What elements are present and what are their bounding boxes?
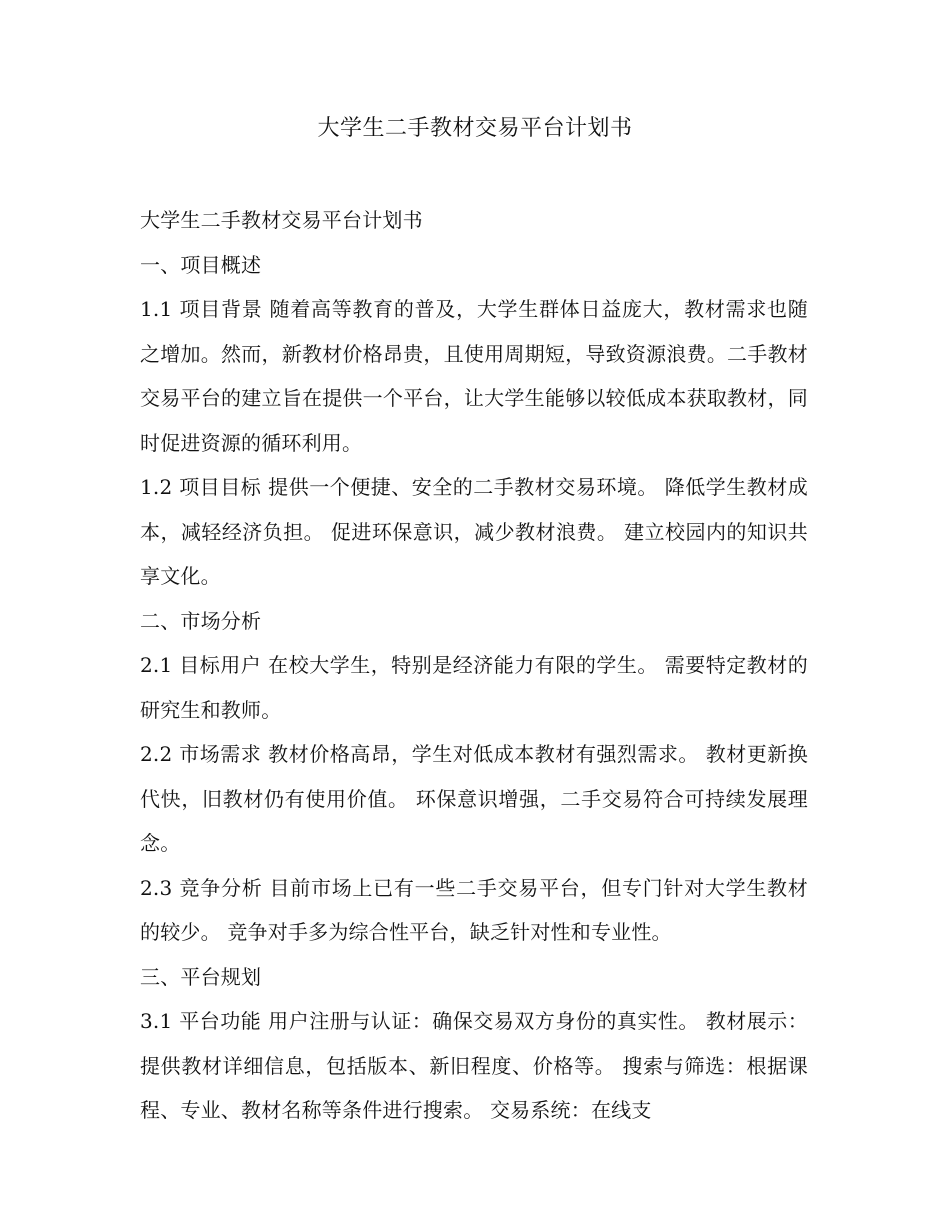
document-body (140, 198, 808, 1133)
section-heading-platform: 三、平台规划 (140, 964, 262, 989)
section-heading-market: 二、市场分析 (140, 608, 262, 633)
paragraph-subtitle: 大学生二手教材交易平台计划书 (140, 208, 423, 232)
paragraph-goals: 1.2 项目目标 提供一个便捷、安全的二手教材交易环境。 降低学生教材成本，减轻经济负担。 促进环保意识，减少教材浪费。 建立校园内的知识共享文化。 (140, 475, 808, 588)
document-title: 大学生二手教材交易平台计划书 (317, 116, 633, 141)
paragraph-competition: 2.3 竞争分析 目前市场上已有一些二手交易平台，但专门针对大学生教材的较少。 竞争对手多为综合性平台，缺乏针对性和专业性。 (140, 875, 808, 944)
section-heading-overview: 一、项目概述 (140, 252, 262, 277)
paragraph-background: 1.1 项目背景 随着高等教育的普及，大学生群体日益庞大，教材需求也随之增加。然而，新教材价格昂贵，且使用周期短，导致资源浪费。二手教材交易平台的建立旨在提供一个平台，让大学生能够以较低成本获取教材，同时促进资源的循环利用。 (140, 297, 808, 455)
paragraph-platform-features: 3.1 平台功能 用户注册与认证：确保交易双方身份的真实性。 教材展示：提供教材详细信息，包括版本、新旧程度、价格等。 搜索与筛选：根据课程、专业、教材名称等条件进行搜索。 交易系统：在线支 (140, 1009, 808, 1122)
paragraph-target-users: 2.1 目标用户 在校大学生，特别是经济能力有限的学生。 需要特定教材的研究生和教师。 (140, 653, 808, 722)
paragraph-market-demand: 2.2 市场需求 教材价格高昂，学生对低成本教材有强烈需求。 教材更新换代快，旧教材仍有使用价值。 环保意识增强，二手交易符合可持续发展理念。 (140, 742, 808, 855)
